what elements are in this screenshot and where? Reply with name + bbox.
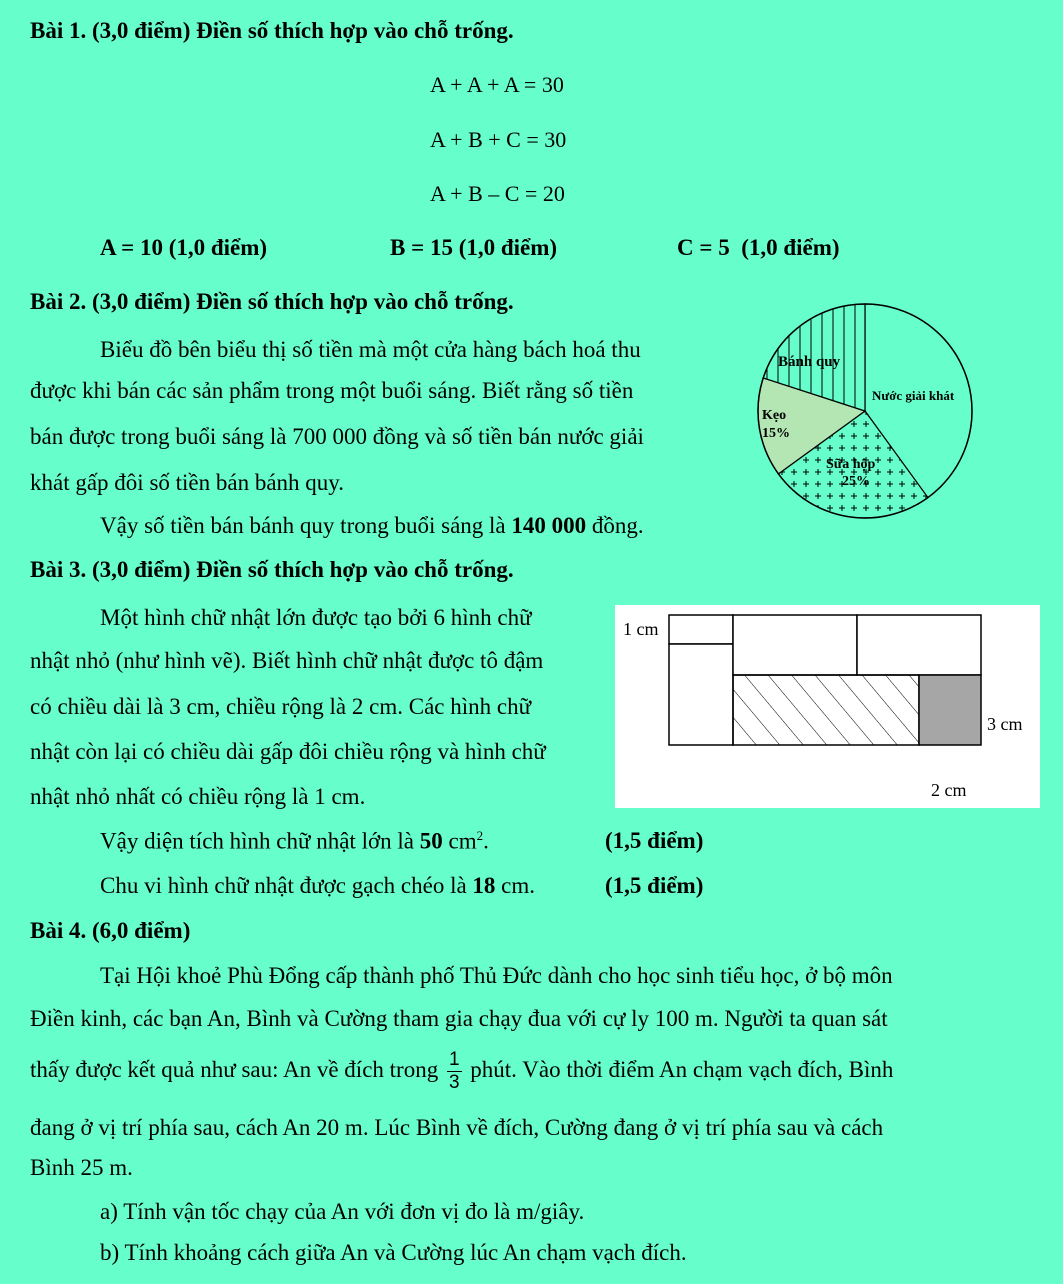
label-3cm: 3 cm bbox=[987, 714, 1023, 734]
bai4-heading: Bài 4. (6,0 điểm) bbox=[30, 918, 191, 943]
pie-label-sua-pct: 25% bbox=[842, 474, 870, 489]
bai4-text-line-4: đang ở vị trí phía sau, cách An 20 m. Lúc Bình về đích, Cường đang ở vị trí phía sau và cách bbox=[30, 1115, 884, 1140]
rectangle-figure bbox=[615, 605, 1040, 808]
pie-label-keo: Kẹo bbox=[762, 408, 787, 423]
shaded-rect bbox=[919, 675, 981, 745]
bai1-answer-c: C = 5 (1,0 điểm) bbox=[677, 235, 840, 260]
bai3-text-line-3: có chiều dài là 3 cm, chiều rộng là 2 cm. Các hình chữ bbox=[30, 694, 532, 719]
line3-prefix: thấy được kết quả như sau: An về đích trong bbox=[30, 1056, 444, 1082]
bai3-area-answer bbox=[100, 828, 489, 855]
bai1-equation-3: A + B – C = 20 bbox=[430, 181, 565, 206]
bai3-text-line-5: nhật nhỏ nhất có chiều rộng là 1 cm. bbox=[30, 784, 366, 809]
bai4-text-line-3 bbox=[30, 1049, 893, 1094]
left-rect bbox=[669, 644, 733, 745]
bai2-text-line-1: Biểu đồ bên biểu thị số tiền mà một cửa hàng bách hoá thu bbox=[100, 337, 641, 362]
perim-prefix: Chu vi hình chữ nhật được gạch chéo là bbox=[100, 873, 473, 898]
top-rect-1 bbox=[733, 615, 857, 675]
label-1cm: 1 cm bbox=[623, 619, 659, 639]
bai4-text-line-1: Tại Hội khoẻ Phù Đổng cấp thành phố Thủ Đức dành cho học sinh tiểu học, ở bộ môn bbox=[100, 963, 893, 988]
bai1-heading: Bài 1. (3,0 điểm) Điền số thích hợp vào chỗ trống. bbox=[30, 18, 514, 43]
bai3-perimeter-points: (1,5 điểm) bbox=[605, 873, 704, 898]
pie-label-sua-hop: Sữa hộp bbox=[826, 457, 876, 472]
bai2-heading: Bài 2. (3,0 điểm) Điền số thích hợp vào chỗ trống. bbox=[30, 289, 514, 314]
area-unit: cm bbox=[448, 828, 477, 854]
line3-suffix: phút. Vào thời điểm An chạm vạch đích, Bình bbox=[464, 1056, 894, 1082]
bai4-question-a: a) Tính vận tốc chạy của An với đơn vị đo là m/giây. bbox=[100, 1199, 585, 1224]
fraction-denominator: 3 bbox=[448, 1072, 460, 1093]
top-rect-2 bbox=[857, 615, 981, 675]
bai2-text-line-3: bán được trong buổi sáng là 700 000 đồng và số tiền bán nước giải bbox=[30, 424, 644, 449]
bai1-equation-1: A + A + A = 30 bbox=[430, 72, 564, 97]
bai3-heading: Bài 3. (3,0 điểm) Điền số thích hợp vào chỗ trống. bbox=[30, 557, 514, 582]
area-prefix: Vậy diện tích hình chữ nhật lớn là bbox=[100, 828, 420, 854]
small-rect-1cm bbox=[669, 615, 733, 644]
label-2cm: 2 cm bbox=[931, 780, 967, 800]
perim-suffix: cm. bbox=[495, 873, 536, 898]
bai3-text-line-2: nhật nhỏ (như hình vẽ). Biết hình chữ nhật được tô đậm bbox=[30, 648, 544, 673]
bai3-area-points: (1,5 điểm) bbox=[605, 828, 704, 853]
bai3-text-line-1: Một hình chữ nhật lớn được tạo bởi 6 hình chữ bbox=[100, 605, 532, 630]
bai2-text-line-4: khát gấp đôi số tiền bán bánh quy. bbox=[30, 470, 345, 495]
bai4-text-line-2: Điền kinh, các bạn An, Bình và Cường tham gia chạy đua với cự ly 100 m. Người ta quan sát bbox=[30, 1006, 888, 1031]
pie-label-keo-pct: 15% bbox=[762, 426, 790, 441]
fraction-numerator: 1 bbox=[448, 1049, 460, 1070]
bai2-text-line-2: được khi bán các sản phẩm trong một buổi sáng. Biết rằng số tiền bbox=[30, 378, 634, 403]
bai4-question-b: b) Tính khoảng cách giữa An và Cường lúc An chạm vạch đích. bbox=[100, 1240, 687, 1265]
area-unit-sup: 2 bbox=[476, 828, 484, 843]
bai3-perimeter-answer bbox=[100, 873, 535, 899]
area-value: 50 bbox=[419, 828, 443, 854]
pie-label-nuoc-giai-khat: Nước giải khát bbox=[872, 388, 955, 403]
bai2-answer-suffix: đồng. bbox=[586, 513, 644, 538]
bai1-equation-2: A + B + C = 30 bbox=[430, 127, 567, 152]
perim-value: 18 bbox=[472, 873, 496, 898]
bai1-answer-b: B = 15 (1,0 điểm) bbox=[390, 235, 558, 260]
bai2-answer bbox=[100, 513, 644, 539]
bai1-answer-a: A = 10 (1,0 điểm) bbox=[100, 235, 268, 260]
area-suffix: . bbox=[483, 828, 489, 854]
pie-chart bbox=[740, 286, 980, 536]
pie-label-banh-quy: Bánh quy bbox=[778, 354, 841, 370]
bai3-text-line-4: nhật còn lại có chiều dài gấp đôi chiều rộng và hình chữ bbox=[30, 739, 546, 764]
bai4-text-line-5: Bình 25 m. bbox=[30, 1155, 133, 1180]
fraction-one-third bbox=[447, 1049, 462, 1094]
hatched-rect bbox=[733, 675, 919, 745]
bai2-answer-prefix: Vậy số tiền bán bánh quy trong buổi sáng là bbox=[100, 513, 512, 538]
bai2-answer-value: 140 000 bbox=[511, 513, 587, 538]
